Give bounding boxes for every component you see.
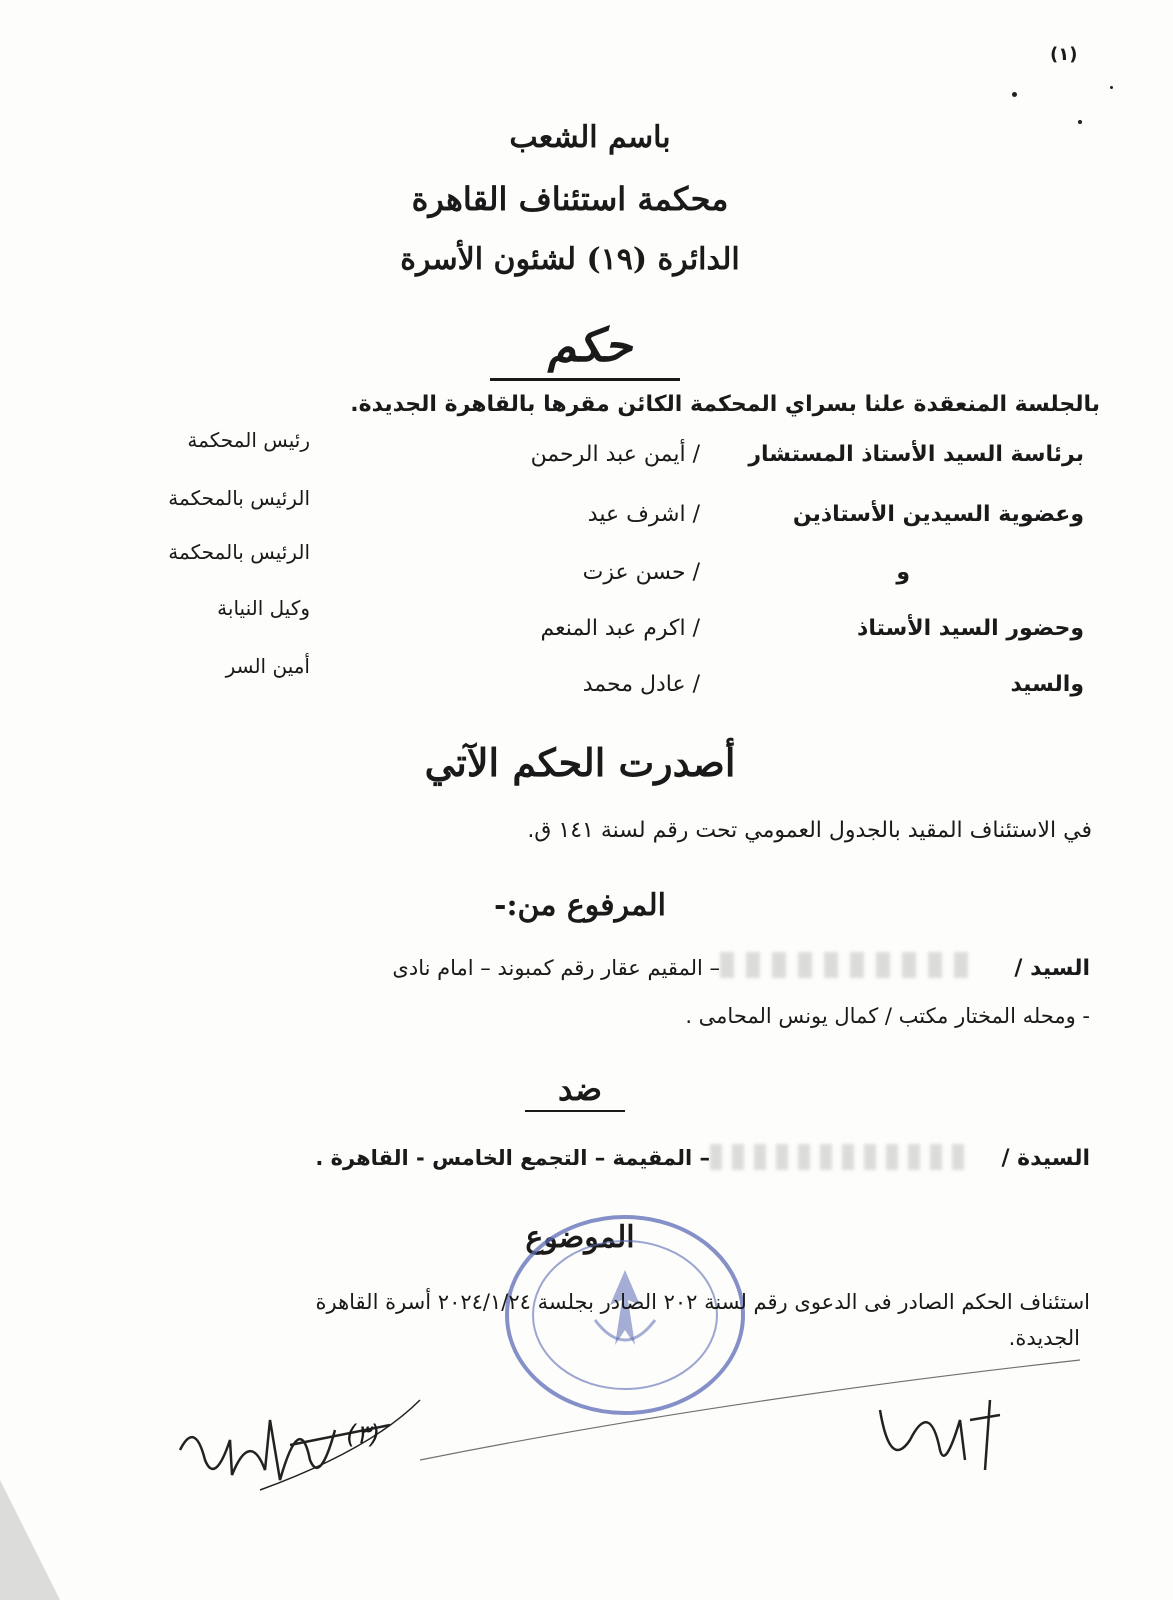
roster-label: وحضور السيد الأستاذ — [857, 616, 1084, 641]
roster-name: / أيمن عبد الرحمن — [530, 442, 700, 467]
appellant-heading: المرفوع من:- — [494, 888, 666, 923]
ruling-heading: حكم — [547, 318, 633, 372]
header-in-name-of-people: باسم الشعب — [509, 120, 671, 155]
subject-line1: استئناف الحكم الصادر فى الدعوى رقم لسنة ٢٠٢ الصادر بجلسة ٢٠٢٤/١/٢٤ أسرة القاهرة — [315, 1290, 1090, 1314]
roster-name: / عادل محمد — [582, 672, 700, 697]
subject-heading: الموضوع — [525, 1220, 635, 1255]
appellant-name-redacted — [720, 952, 980, 978]
roster-role: الرئيس بالمحكمة — [168, 540, 310, 564]
pen-stroke — [420, 1340, 1080, 1480]
roster-label: و — [896, 560, 910, 585]
scan-speck — [1012, 92, 1017, 97]
header-circuit: الدائرة (١٩) لشئون الأسرة — [400, 242, 740, 277]
session-line: بالجلسة المنعقدة علنا بسراي المحكمة الكائن مقرها بالقاهرة الجديدة. — [350, 392, 1100, 417]
scan-speck — [1078, 120, 1082, 124]
issued-heading: أصدرت الحكم الآتي — [424, 740, 736, 785]
roster-role: وكيل النيابة — [217, 596, 310, 620]
roster-name: / اشرف عيد — [587, 502, 700, 527]
respondent-prefix: السيدة / — [1001, 1146, 1090, 1171]
roster-label: برئاسة السيد الأستاذ المستشار — [748, 442, 1084, 467]
roster-role: رئيس المحكمة — [187, 428, 310, 452]
appellant-line2: - ومحله المختار مكتب / كمال يونس المحامى . — [685, 1004, 1090, 1028]
page-number: (١) — [1050, 44, 1078, 65]
scan-corner-shadow — [0, 1480, 70, 1600]
roster-name: / اكرم عبد المنعم — [540, 616, 700, 641]
roster-role: الرئيس بالمحكمة — [168, 486, 310, 510]
subject-line2: الجديدة. — [1008, 1326, 1080, 1350]
respondent-name-redacted — [710, 1144, 970, 1170]
signature-left — [170, 1390, 430, 1500]
roster-label: والسيد — [1010, 672, 1084, 697]
ruling-heading-underline — [490, 378, 680, 381]
scan-speck — [1110, 86, 1113, 89]
roster-name: / حسن عزت — [582, 560, 700, 585]
roster-role: أمين السر — [225, 654, 310, 678]
respondent-line: – المقيمة – التجمع الخامس - القاهرة . — [315, 1146, 710, 1170]
respondent-heading: ضد — [558, 1070, 602, 1108]
roster-label: وعضوية السيدين الأستاذين — [792, 502, 1084, 527]
respondent-heading-underline — [525, 1110, 625, 1112]
header-court-name: محكمة استئناف القاهرة — [411, 180, 729, 218]
appeal-line: في الاستئناف المقيد بالجدول العمومي تحت رقم لسنة ١٤١ ق. — [527, 818, 1092, 843]
appellant-prefix: السيد / — [1014, 956, 1090, 981]
appellant-line1: – المقيم عقار رقم كمبوند – امام نادى — [392, 956, 720, 980]
initials-number: (٣) — [346, 1420, 381, 1450]
